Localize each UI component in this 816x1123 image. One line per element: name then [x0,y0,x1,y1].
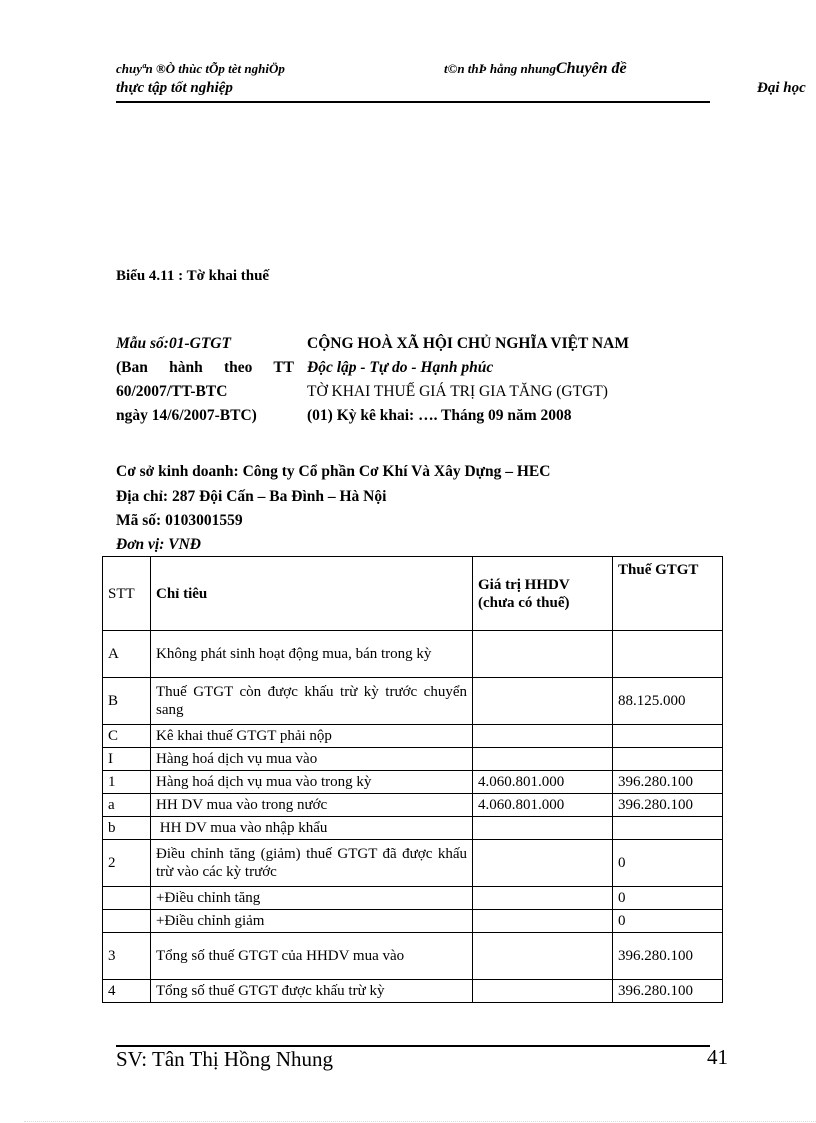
cell-desc: Điều chỉnh tăng (giảm) thuế GTGT đã được khấu trừ vào các kỳ trước [151,840,473,887]
form-code: Mẫu số:01-GTGT [116,335,231,352]
cell-value [473,980,613,1003]
table-row [103,980,723,1003]
cell-stt: B [103,678,151,725]
cell-stt: C [103,725,151,748]
cell-stt: b [103,817,151,840]
cell-desc: HH DV mua vào trong nước [151,794,473,817]
table-row [103,887,723,910]
cell-value [473,840,613,887]
cell-tax: 0 [613,887,723,910]
cell-tax [613,748,723,771]
cell-value [473,817,613,840]
cell-value [473,725,613,748]
page-bottom-divider [24,1121,816,1122]
cell-value [473,631,613,678]
cell-tax: 396.280.100 [613,771,723,794]
header-stt: STT [103,557,151,631]
cell-stt: I [103,748,151,771]
tax-declaration-table [102,556,723,1003]
table-row [103,678,723,725]
cell-stt: 4 [103,980,151,1003]
cell-tax: 0 [613,840,723,887]
cell-value [473,678,613,725]
cell-desc: HH DV mua vào nhập khẩu [151,817,473,840]
form-date: ngày 14/6/2007-BTC) [116,407,257,424]
cell-desc: Kê khai thuế GTGT phải nộp [151,725,473,748]
cell-desc: Hàng hoá dịch vụ mua vào trong kỳ [151,771,473,794]
cell-tax: 0 [613,910,723,933]
cell-desc: Không phát sinh hoạt động mua, bán trong kỳ [151,631,473,678]
cell-value [473,910,613,933]
header-rule [116,101,710,103]
currency-unit: Đơn vị: VNĐ [116,536,201,553]
cell-tax: 396.280.100 [613,980,723,1003]
header-chuyen-de: Chuyên đề [555,60,627,77]
business-tax-code: Mã số: 0103001559 [116,512,243,529]
header-gia-tri: Giá trị HHDV (chưa có thuế) [473,557,613,631]
footer-student: SV: Tân Thị Hồng Nhung [116,1047,334,1071]
cell-tax [613,817,723,840]
cell-value [473,933,613,980]
table-header-row [103,557,723,631]
cell-stt [103,887,151,910]
business-name: Cơ sở kinh doanh: Công ty Cổ phần Cơ Khí Và Xây Dựng – HEC [116,463,551,480]
cell-stt: 3 [103,933,151,980]
header-subtitle: thực tập tốt nghiệp [116,80,233,96]
form-circular: 60/2007/TT-BTC [116,383,228,400]
cell-desc: +Điều chỉnh giảm [151,910,473,933]
national-title: CỘNG HOÀ XÃ HỘI CHỦ NGHĨA VIỆT NAM [307,335,629,352]
table-row [103,771,723,794]
table-row [103,840,723,887]
table-row [103,748,723,771]
header-thue: Thuế GTGT [613,557,723,631]
cell-value [473,748,613,771]
header-author-line [444,60,627,78]
cell-value: 4.060.801.000 [473,771,613,794]
table-row [103,631,723,678]
cell-desc: Thuế GTGT còn được khấu trừ kỳ trước chuyển sang [151,678,473,725]
cell-tax: 396.280.100 [613,794,723,817]
table-row [103,910,723,933]
form-issued-by: (Ban hành theo TT [116,359,294,376]
cell-desc: Hàng hoá dịch vụ mua vào [151,748,473,771]
page-number: 41 [707,1045,728,1069]
header-university: Đại học [757,80,806,96]
figure-title: Biểu 4.11 : Tờ khai thuế [116,268,270,284]
national-motto: Độc lập - Tự do - Hạnh phúc [307,359,494,376]
table-row [103,933,723,980]
cell-tax: 396.280.100 [613,933,723,980]
table-row [103,817,723,840]
cell-stt: 1 [103,771,151,794]
table-row [103,794,723,817]
cell-stt: 2 [103,840,151,887]
cell-stt: A [103,631,151,678]
cell-value: 4.060.801.000 [473,794,613,817]
header-chi-tieu: Chỉ tiêu [151,557,473,631]
cell-tax [613,631,723,678]
cell-tax [613,725,723,748]
header-school-line: chuyªn ®Ò thùc tÕp tèt nghiÖp [116,61,285,76]
business-address: Địa chỉ: 287 Đội Cấn – Ba Đình – Hà Nội [116,488,387,505]
cell-desc: Tổng số thuế GTGT được khấu trừ kỳ [151,980,473,1003]
cell-desc: +Điều chỉnh tăng [151,887,473,910]
declaration-period: (01) Kỳ kê khai: …. Tháng 09 năm 2008 [307,407,572,424]
cell-stt [103,910,151,933]
cell-tax: 88.125.000 [613,678,723,725]
cell-desc: Tổng số thuế GTGT của HHDV mua vào [151,933,473,980]
header-author-name: t©n thÞ hång nhung [444,61,556,76]
declaration-title: TỜ KHAI THUẾ GIÁ TRỊ GIA TĂNG (GTGT) [307,383,608,400]
cell-value [473,887,613,910]
table-row [103,725,723,748]
cell-stt: a [103,794,151,817]
